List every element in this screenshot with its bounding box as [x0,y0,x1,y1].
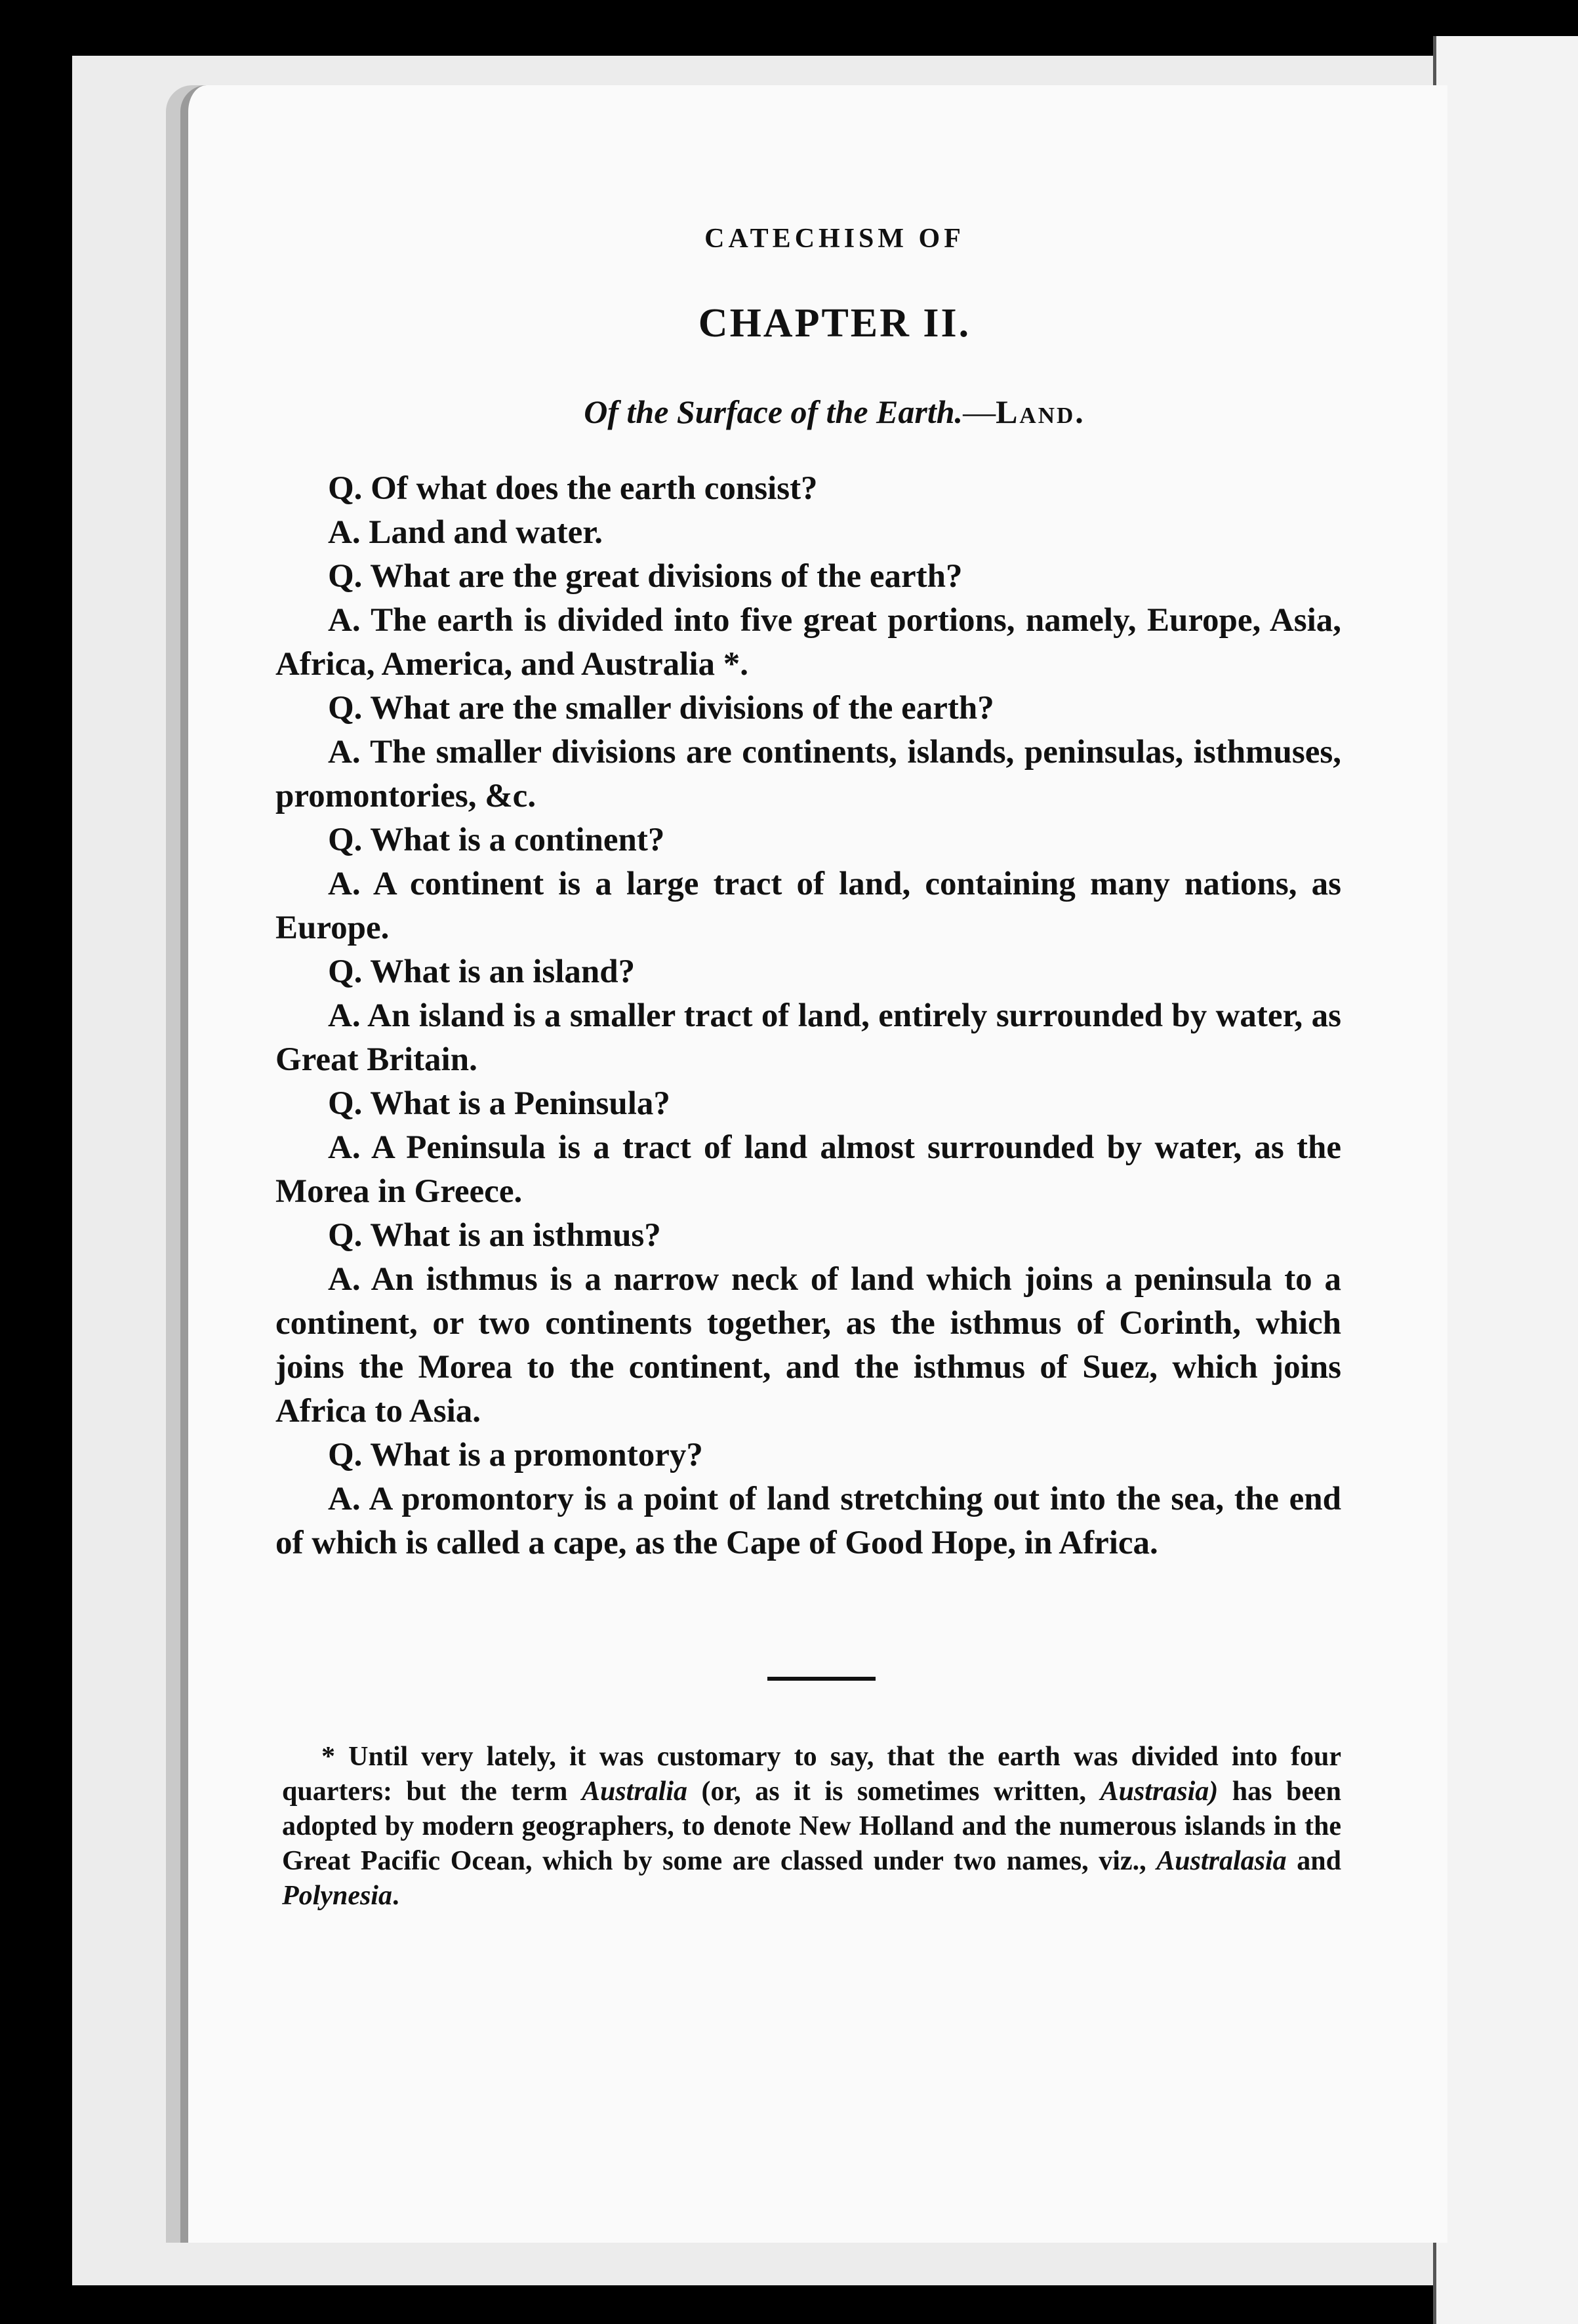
chapter-heading: CHAPTER II. [698,301,971,346]
qa-paragraph: Q. What are the smaller divisions of the earth? [328,690,994,727]
qa-paragraph: A. An isthmus is a narrow neck of land which joins a peninsula to a continent, or two continents together, as the isthmus of Corinth, which joins the Morea to the continent, and the isthmus of Suez, which joins Africa to Asia. [275,1261,1341,1430]
page-content [275,223,1341,1913]
qa-paragraph: Q. What is a Peninsula? [328,1085,670,1122]
footnote-italic: Polynesia [282,1881,392,1911]
footnote-italic: Austrasia) [1100,1776,1219,1807]
footnote-text: . [392,1881,399,1911]
qa-paragraph: Q. What are the great divisions of the earth? [328,558,963,595]
qa-paragraph: A. The earth is divided into five great portions, namely, Europe, Asia, Africa, America, and Australia *. [275,602,1341,683]
qa-paragraph: Q. What is an island? [328,953,636,990]
footnote [275,1740,1341,1913]
footnote-text: has been adopted by modern geographers, to denote New Holland and the numerous islands in the Great Pacific Ocean, which by some are classed under two names, viz., [282,1776,1342,1876]
footnote-italic: Australia [581,1776,688,1807]
qa-paragraph: Q. What is an isthmus? [328,1217,661,1254]
running-head: CATECHISM OF [704,224,965,254]
footnote-italic: Australasia [1156,1846,1287,1876]
footnote-text: (or, as it is sometimes written, [687,1776,1101,1807]
qa-list [275,467,1341,1565]
qa-paragraph: Q. What is a promontory? [328,1437,703,1473]
section-rule [767,1677,876,1681]
qa-paragraph: Q. What is a continent? [328,822,665,858]
qa-paragraph: A. An island is a smaller tract of land, entirely surrounded by water, as Great Britain. [275,997,1341,1078]
qa-paragraph: A. A Peninsula is a tract of land almost surrounded by water, as the Morea in Greece. [275,1129,1341,1210]
subtitle-dash: — [963,393,996,430]
chapter-subtitle [275,393,1341,431]
qa-paragraph: A. A continent is a large tract of land, containing many nations, as Europe. [275,866,1341,946]
footnote-text: and [1286,1846,1341,1876]
adjacent-page-edge [1433,36,1578,2324]
subtitle-small-caps: Land. [996,393,1085,430]
qa-paragraph: A. Land and water. [328,514,603,551]
subtitle-italic: Of the Surface of the Earth. [584,393,963,430]
qa-paragraph: A. A promontory is a point of land stretching out into the sea, the end of which is called a cape, as the Cape of Good Hope, in Africa. [275,1481,1341,1561]
qa-paragraph: A. The smaller divisions are continents, islands, peninsulas, isthmuses, promontories, &c. [275,734,1341,814]
footnote-text: * Until very lately, it was customary to say, that the earth was divided into four quarters: but the term [282,1742,1341,1807]
qa-paragraph: Q. Of what does the earth consist? [328,470,818,507]
